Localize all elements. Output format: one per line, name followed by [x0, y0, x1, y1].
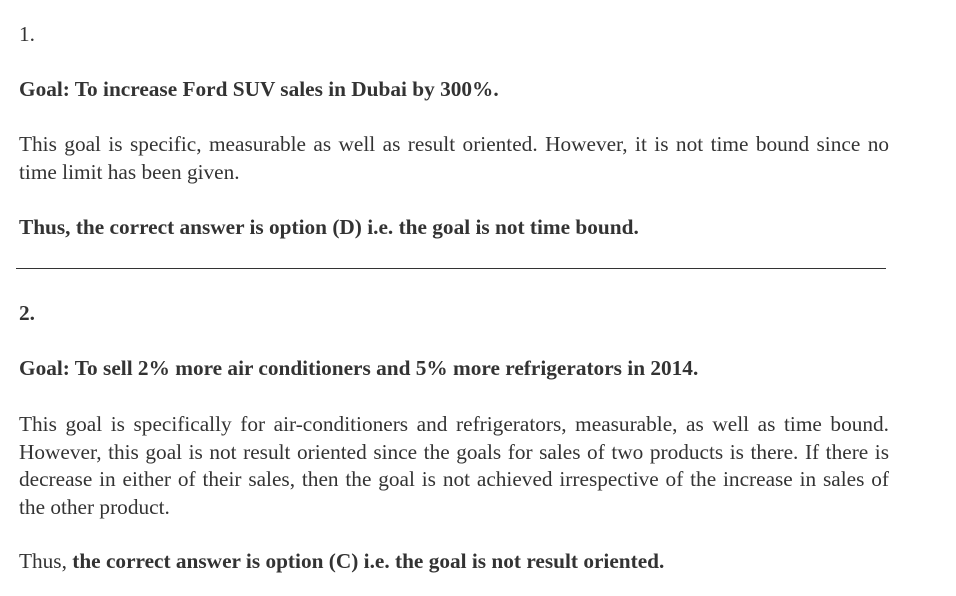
section-divider — [16, 268, 886, 269]
section-2-number: 2. — [19, 301, 35, 325]
section-2-conclusion-prefix: Thus, — [19, 549, 73, 573]
section-2-conclusion-answer: the correct answer is option (C) i.e. the goal is not result oriented. — [72, 549, 665, 573]
section-2-explanation: This goal is specifically for air-conditioners and refrigerators, measurable, as well as time bound. However, this goal is not result oriented since the goals for sales of two products is there. If there is decrease in either of their sales, then the goal is not achieved irrespective of the increase in sales of the other product. — [19, 412, 889, 519]
section-1-explanation: This goal is specific, measurable as well as result oriented. However, it is not time bound since no time limit has been given. — [19, 132, 889, 184]
section-1-conclusion: Thus, the correct answer is option (D) i.e. the goal is not time bound. — [19, 215, 639, 239]
section-1-goal: Goal: To increase Ford SUV sales in Dubai by 300%. — [19, 77, 499, 101]
section-2-conclusion — [19, 548, 664, 576]
section-2-goal: Goal: To sell 2% more air conditioners and 5% more refrigerators in 2014. — [19, 356, 699, 380]
section-1-number: 1. — [19, 22, 35, 46]
